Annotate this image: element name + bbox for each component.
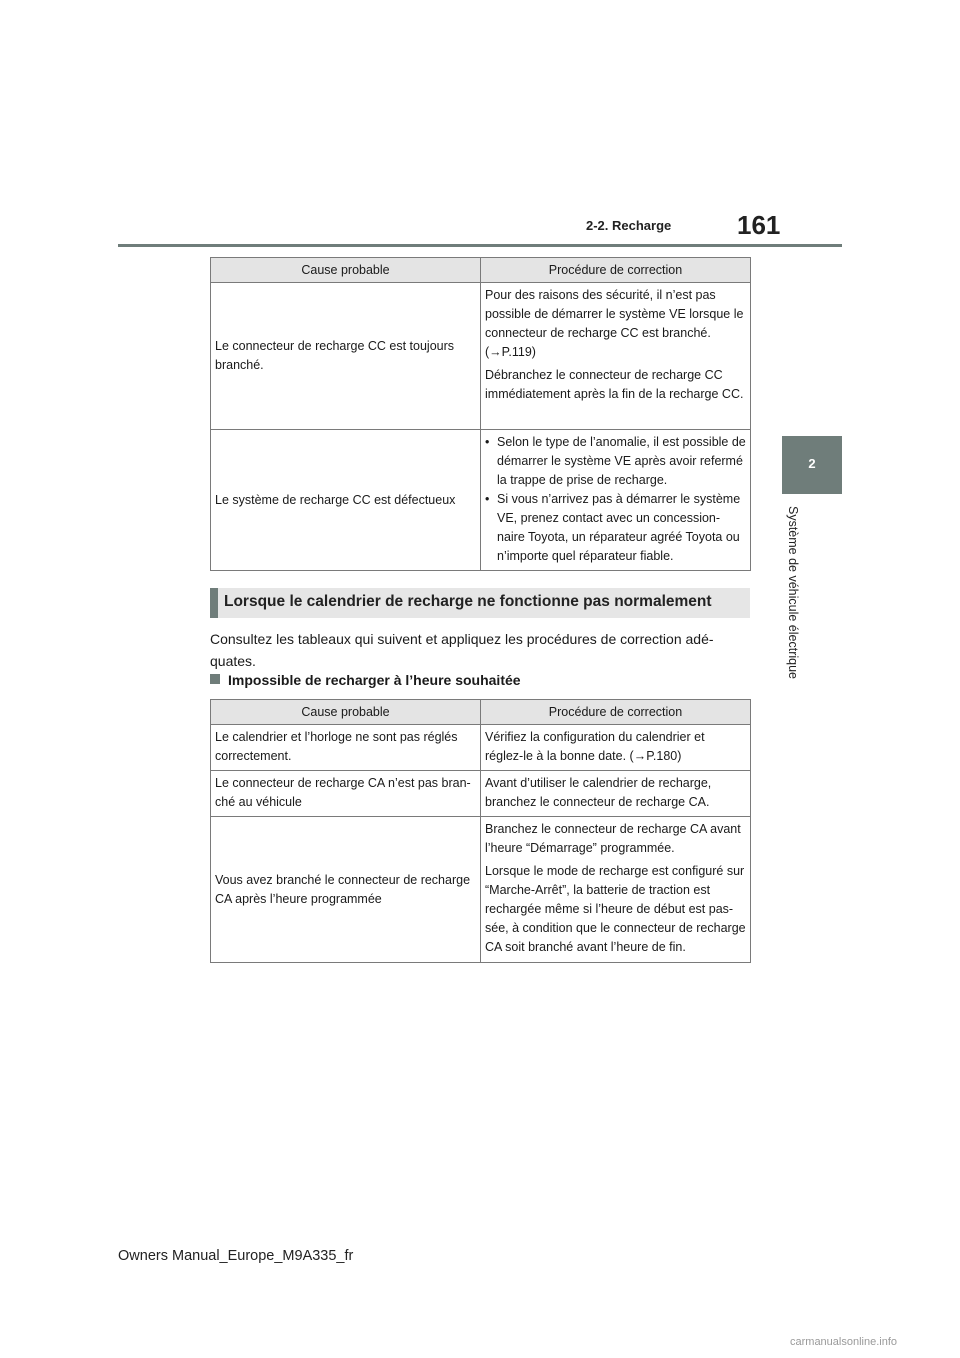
chapter-label-text: Système de véhicule électrique (786, 506, 800, 680)
watermark: carmanualsonline.info (790, 1336, 898, 1348)
square-bullet-icon (210, 674, 220, 684)
procedure-cell: Vérifiez la configuration du calendrier et réglez-le à la bonne date. (→P.180) (481, 725, 751, 771)
chapter-label (786, 506, 804, 696)
cause-cell: Le connecteur de recharge CA n’est pas bran-ché au véhicule (211, 771, 481, 817)
procedure-cell (481, 430, 751, 571)
table-row (211, 817, 751, 963)
column-header-cause: Cause probable (211, 258, 481, 283)
column-header-cause: Cause probable (211, 700, 481, 725)
procedure-paragraph: Lorsque le mode de recharge est configuré sur “Marche-Arrêt”, la batterie de traction est rechargée même si l’heure de début est pas-sée, à condition que le connecteur de recharge CA soit branché avant l’heure de fin. (485, 864, 746, 954)
section-title: 2-2. Recharge (586, 218, 672, 233)
procedure-cell (481, 817, 751, 963)
header-divider (118, 244, 842, 247)
table-row (211, 771, 751, 817)
procedure-cell (481, 283, 751, 430)
procedure-cell: Avant d’utiliser le calendrier de recharge, branchez le connecteur de recharge CA. (481, 771, 751, 817)
chapter-number: 2 (808, 456, 816, 471)
procedure-paragraph: Débranchez le connecteur de recharge CC immédiatement après la fin de la recharge CC. (485, 368, 744, 401)
troubleshooting-table-dc (210, 257, 751, 571)
subheading-text: Impossible de recharger à l’heure souhaitée (228, 672, 521, 688)
table-row (211, 430, 751, 571)
bullet-item: • Si vous n’arrivez pas à démarrer le système VE, prenez contact avec un concession-naire Toyota, un réparateur agréé Toyota ou n’importe quel réparateur fiable. (485, 490, 746, 566)
document-footer: Owners Manual_Europe_M9A335_fr (118, 1248, 354, 1264)
section-heading-text: Lorsque le calendrier de recharge ne fonctionne pas normalement (224, 593, 712, 610)
cause-cell: Vous avez branché le connecteur de recharge CA après l’heure programmée (211, 817, 481, 963)
procedure-paragraph: Pour des raisons des sécurité, il n’est pas possible de démarrer le système VE lorsque le connecteur de recharge CC est branché. (→P.119) (485, 288, 744, 359)
subheading (210, 672, 521, 688)
column-header-procedure: Procédure de correction (481, 700, 751, 725)
column-header-procedure: Procédure de correction (481, 258, 751, 283)
intro-paragraph: Consultez les tableaux qui suivent et appliquez les procédures de correction adé-quates. (210, 631, 714, 669)
bullet-item: • Selon le type de l’anomalie, il est possible de démarrer le système VE après avoir refermé la trappe de prise de recharge. (485, 433, 746, 490)
table-row (211, 725, 751, 771)
cause-cell: Le calendrier et l’horloge ne sont pas réglés correctement. (211, 725, 481, 771)
chapter-tab (782, 436, 842, 494)
table-row (211, 283, 751, 430)
cause-cell: Le connecteur de recharge CC est toujours branché. (211, 283, 481, 430)
page-number: 161 (737, 210, 781, 240)
section-heading (210, 588, 750, 618)
cause-cell: Le système de recharge CC est défectueux (211, 430, 481, 571)
table-header-row (211, 700, 751, 725)
troubleshooting-table-schedule (210, 699, 751, 963)
table-header-row (211, 258, 751, 283)
procedure-bullet-list (485, 433, 746, 566)
procedure-paragraph: Branchez le connecteur de recharge CA avant l’heure “Démarrage” programmée. (485, 822, 741, 855)
section-heading-bar (210, 588, 218, 618)
